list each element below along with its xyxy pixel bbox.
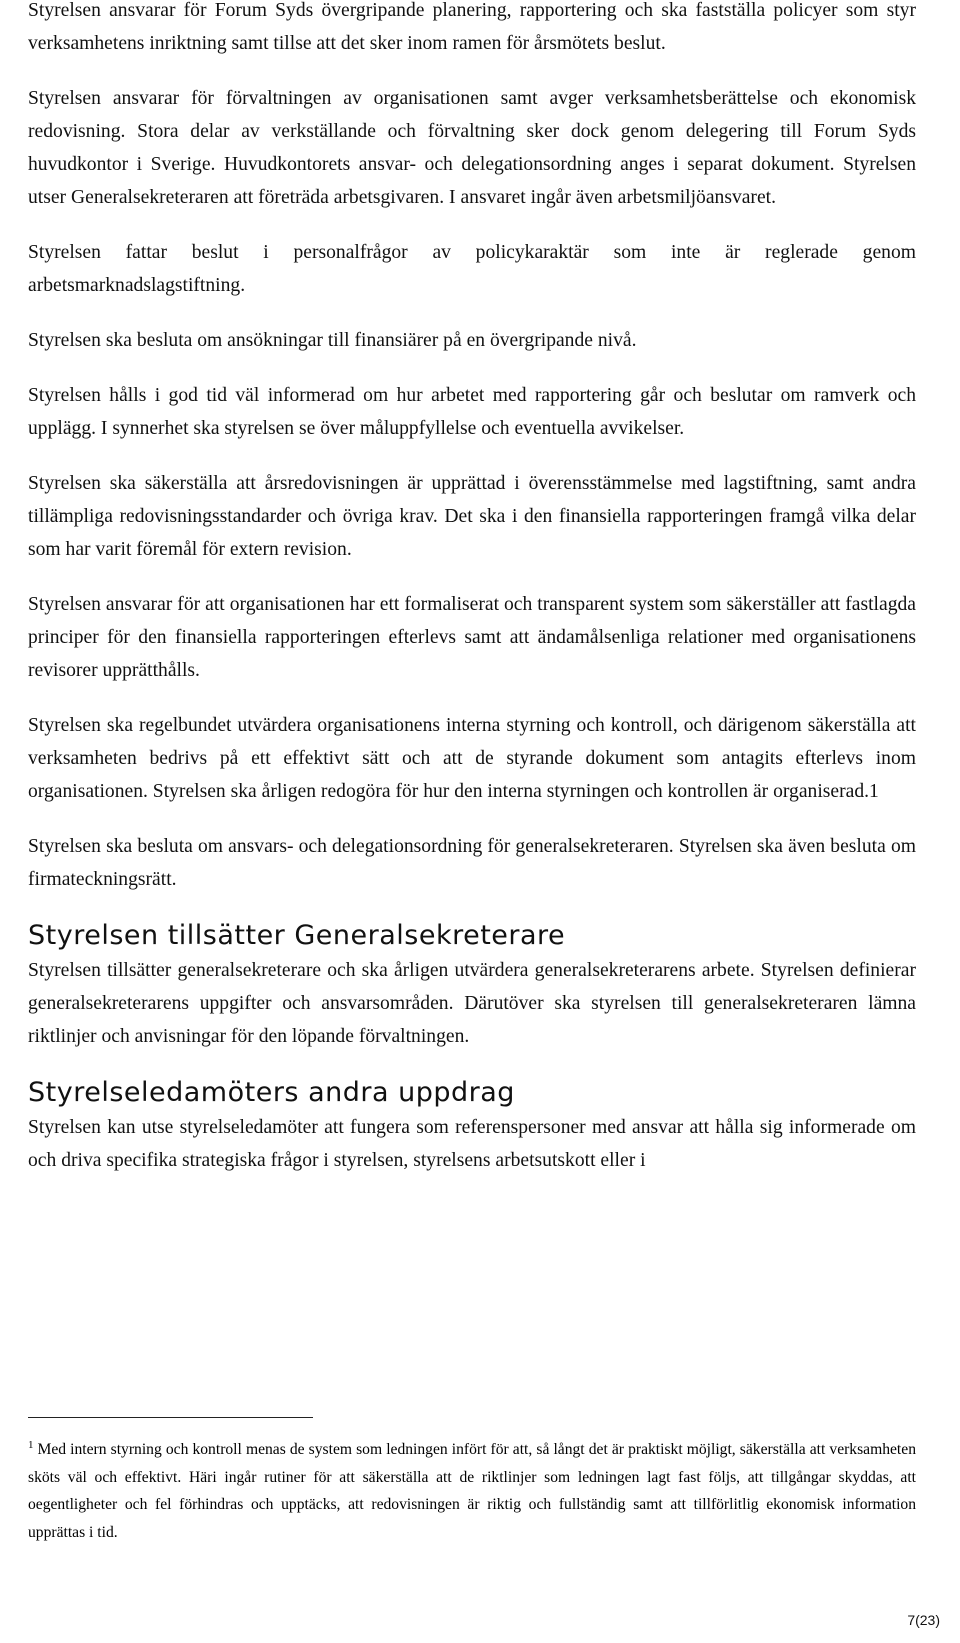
paragraph-personnel: Styrelsen fattar beslut i personalfrågor av policykaraktär som inte är reglerade genom arbetsmarknadslagstiftning. bbox=[28, 242, 916, 296]
paragraph-delegation: Styrelsen ska besluta om ansvars- och delegationsordning för generalsekreteraren. Styrelsen ska även besluta om firmateckningsrätt. bbox=[28, 836, 916, 890]
paragraph-administration: Styrelsen ansvarar för förvaltningen av organisationen samt avger verksamhetsberättelse och ekonomisk redovisning. Stora delar av verkställande och förvaltning sker dock genom delegering till Forum Syds huvudkontor i Sverige. Huvudkontorets ansvar- och delegationsordning anges i separat dokument. Styrelsen utser Generalsekreteraren att företräda arbetsgivaren. I ansvaret ingår även arbetsmiljöansvaret. bbox=[28, 88, 916, 208]
paragraph-secretary-general: Styrelsen tillsätter generalsekreterare och ska årligen utvärdera generalsekreterarens arbete. Styrelsen definierar generalsekreterarens uppgifter och ansvarsområden. Därutöver ska styrelsen till generalsekreteraren lämna riktlinjer och anvisningar för den löpande förvaltningen. bbox=[28, 960, 916, 1047]
paragraph-annual-report: Styrelsen ska säkerställa att årsredovisningen är upprättad i överensstämmelse med lagstiftning, samt andra tillämpliga redovisningsstandarder och övriga krav. Det ska i den finansiella rapporteringen framgå vilka delar som har varit föremål för extern revision. bbox=[28, 473, 916, 560]
paragraph-reporting: Styrelsen hålls i god tid väl informerad om hur arbetet med rapportering går och beslutar om ramverk och upplägg. I synnerhet ska styrelsen se över måluppfyllelse och eventuella avvikelser. bbox=[28, 385, 916, 439]
paragraph-internal-control: Styrelsen ska regelbundet utvärdera organisationens interna styrning och kontroll, och därigenom säkerställa att verksamheten bedrivs på ett effektivt sätt och att de styrande dokument som antagits efterlevs inom organisationen. Styrelsen ska årligen redogöra för hur den interna styrningen och kontrollen är organiserad.1 bbox=[28, 715, 916, 802]
footnote bbox=[28, 1432, 916, 1546]
footnote-separator bbox=[28, 1417, 313, 1418]
page-number: 7(23) bbox=[907, 1612, 940, 1628]
paragraph-planning: Styrelsen ansvarar för Forum Syds övergripande planering, rapportering och ska fastställa policyer som styr verksamhetens inriktning samt tillse att det sker inom ramen för årsmötets beslut. bbox=[28, 0, 916, 54]
paragraph-board-assignments: Styrelsen kan utse styrelseledamöter att fungera som referenspersoner med ansvar att hålla sig informerade om och driva specifika strategiska frågor i styrelsen, styrelsens arbetsutskott eller i bbox=[28, 1117, 916, 1171]
paragraph-financial-system: Styrelsen ansvarar för att organisationen har ett formaliserat och transparent system som säkerställer att fastlagda principer för den finansiella rapporteringen efterlevs samt att ändamålsenliga relationer med organisationens revisorer upprätthålls. bbox=[28, 594, 916, 681]
heading-secretary-general: Styrelsen tillsätter Generalsekreterare bbox=[28, 920, 566, 951]
paragraph-applications: Styrelsen ska besluta om ansökningar till finansiärer på en övergripande nivå. bbox=[28, 330, 637, 351]
footnote-marker: 1 bbox=[28, 1439, 34, 1451]
heading-board-assignments: Styrelseledamöters andra uppdrag bbox=[28, 1077, 515, 1108]
footnote-text: Med intern styrning och kontroll menas de system som ledningen infört för att, så långt det är praktiskt möjligt, säkerställa att verksamheten sköts väl och effektivt. Häri ingår rutiner för att säkerställa att de riktlinjer som ledningen lagt fast följs, att tillgångar skyddas, att oegentligheter och fel förhindras och upptäcks, att redovisningen är riktig och fullständig samt att tillförlitlig ekonomisk information upprättas i tid. bbox=[28, 1441, 916, 1541]
